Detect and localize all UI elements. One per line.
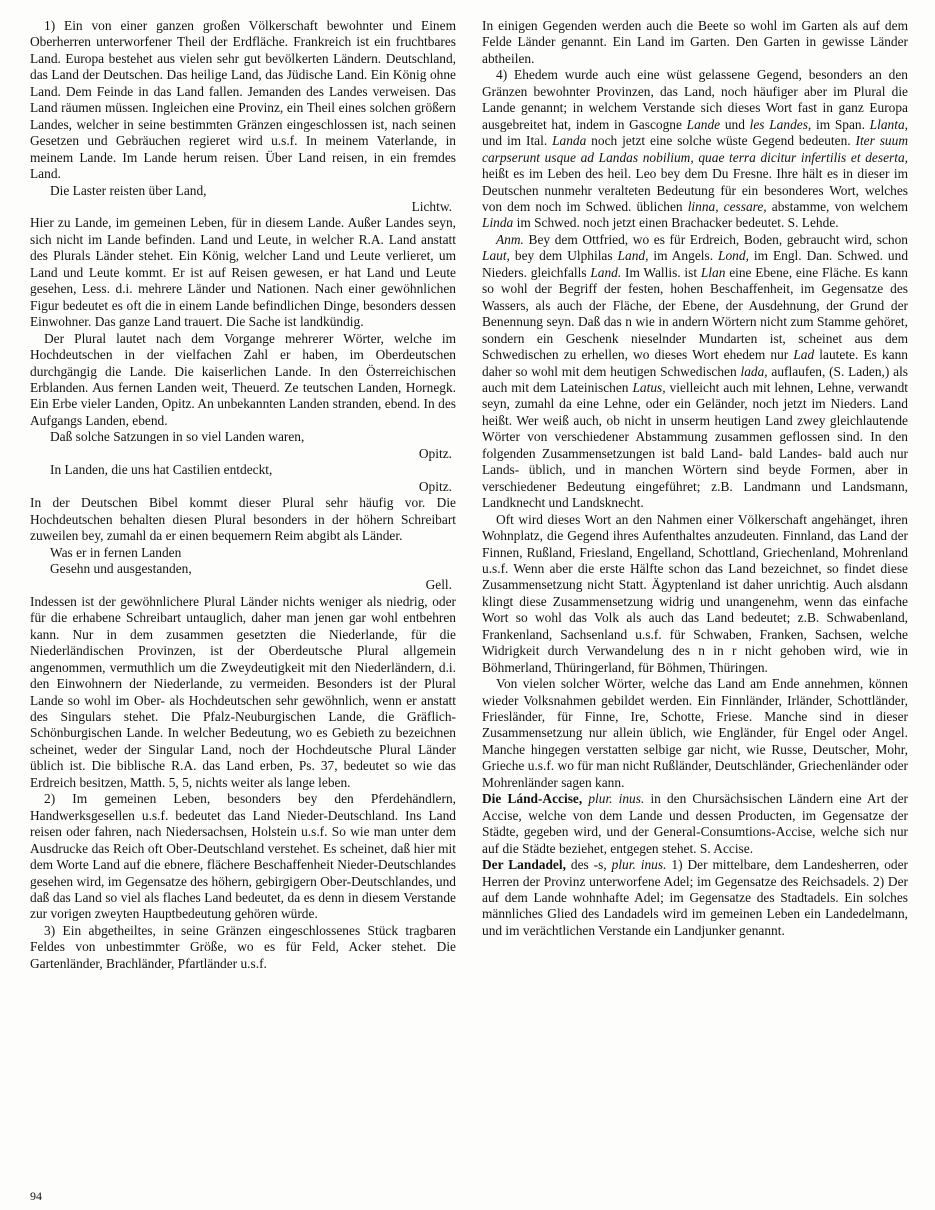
italic-text: lada, (740, 363, 768, 379)
body-text: In einigen Gegenden werden auch die Beete so wohl im Garten als auf dem Felde Länder genannt. Ein Land im Garten. Den Garten in gewisse Länder abtheilen. (482, 18, 908, 66)
paragraph (482, 857, 908, 939)
italic-text: Lande (686, 116, 721, 132)
paragraph (482, 676, 908, 791)
body-text: und (720, 116, 750, 132)
verse-line (30, 545, 456, 561)
body-text: Indessen ist der gewöhnlichere Plural Länder nichts weniger als niedrig, oder für die erhabene Schreibart untauglich, daher man jenen gar wohl entbehren kann. Nur in dem zusammen gesetzten die Niederlande, für die Niederländischen Provinzen, ist der Oberdeutsche Plural allgemein angenommen, vermuthlich um die Zweydeutigkeit mit den Niederländern, d.i. den Einwohnern der Niederlande, zu vermeiden. Besonders ist der Plural Lande so wohl im Ober- als Hochdeutschen sehr gewöhnlich, wenn er anstatt des Singulars stehet. Die Pfalz-Neuburgischen Lande, die Gräflich-Schönburgischen Lande. In welcher Bedeutung, wo es Gebieth zu bezeichnen scheinet, weder der Singular Land, noch der Hochdeutsche Plural Länder üblich ist. Die biblische R.A. das Land erben, Ps. 37, bedeutet so wie das Erdreich besitzen, Matth. 5, 5, nichts weiter als lange leben. (30, 593, 456, 790)
body-text: Die Laster reisten über Land, (50, 182, 207, 198)
verse-line (30, 429, 456, 445)
body-text: 2) Im gemeinen Leben, besonders bey den Pferdehändlern, Handwerksgesellen u.s.f. bedeutet das Land Nieder-Deutschland. Ins Land reisen oder fahren, nach Niedersachsen, Holstein u.s.f. So wie man unter dem Ausdrucke das Reich oft Ober-Deutschland verstehet. Es scheinet, daß hier mit dem Worte Land auf die ebnere, flächere Beschaffenheit Nieder-Deutschlandes gesehen wird, im Gegensatze des höhern, gebirgigern Ober-Deutschlandes, und daß das Land so viel als flaches Land bedeutet, da es denn in diesem Verstande zur vorigen zweyten Hauptbedeutung gehören würde. (30, 791, 456, 922)
paragraph (30, 495, 456, 544)
body-text: In der Deutschen Bibel kommt dieser Plural sehr häufig vor. Die Hochdeutschen behalten diesen Plural besonders in der höhern Schreibart zuweilen bey, zumahl da er einen bequemern Reim abgibt als Länder. (30, 495, 456, 544)
attribution-line (30, 577, 456, 593)
page-number: 94 (30, 1189, 42, 1203)
italic-text: Lond, (718, 248, 749, 264)
italic-text: Landa (552, 133, 587, 149)
body-text: auflaufen, (S. Laden,) als auch mit dem Lateinischen (482, 363, 909, 395)
body-text: Oft wird dieses Wort an den Nahmen einer Völkerschaft angehänget, ihren Wohnplatz, die Gegend ihres Aufenthaltes anzudeuten. Finnland, das Land der Finnen, Rußland, Friesland, Engelland, Schottland, Griechenland, Mohrenland u.s.f. Wenn aber die erste Hälfte schon das Land bezeichnet, so findet diese Zusammensetzung nicht Statt. Ägyptenland ist daher unrichtig. Auch alsdann klingt diese Zusammensetzung widrig und unangenehm, wenn das einfache Wort so wohl das Volk als auch das Land bedeutet; z.B. Schwabenland, Frankenland, Sachsenland u.s.f. für Schwaben, Franken, Sachsen, welche Widrigkeit durch Verwandelung des n in r nicht gehoben wird, wie in Böhmerland, Thüringerland, für Böhmen, Thüringen. (482, 511, 908, 675)
italic-text: Land. (590, 264, 622, 280)
body-text: im Schwed. noch jetzt einen Brachacker bedeutet. S. Lehde. (513, 215, 839, 231)
body-text: vielleicht auch mit lehnen, Lehne, verwandt seyn, zumahl da eine Lehne, oder ein Geländer, noch jetzt im Nieders. Land heißt. Wer weiß auch, ob nicht in unserm heutigen Land zwey gleichlautende Wörter von verschiedener Abstammung zusammen geflossen sind. In den folgenden Zusammensetzungen ist bald Land- bald Landes- bald auch nur Lands- üblich, und in manchen Wörtern sind beyde Formen, aber in verschiedener Bedeutung eingeführet; z.B. Landmann und Landsmann, Landknecht und Landsknecht. (482, 379, 908, 511)
italic-text: plur. inus. (611, 857, 667, 873)
body-text: und im Ital. (482, 133, 553, 149)
paragraph (482, 512, 908, 677)
paragraph (30, 791, 456, 923)
italic-text: Iter suum carpserunt usque ad Landas nobilium, quae terra dicitur infertilis et deserta, (482, 133, 908, 165)
right-column (482, 18, 908, 972)
italic-text: Llanta, (869, 116, 908, 132)
body-text: Im Wallis. ist (621, 264, 701, 280)
italic-text: linna, cessare, (687, 198, 767, 214)
body-text: Hier zu Lande, im gemeinen Leben, für in diesem Lande. Außer Landes seyn, sich nicht im Lande befinden. Land und Leute, in welcher R.A. Land anstatt des Plurals Länder stehet. Ein König, welcher Land und Leute verlieret, um Land und Leute kommt. Er ist auf Reisen gewesen, er hat Land und Leute gesehen, Less. d.i. mehrere Länder und Nationen. Nach einer gewöhnlichen Figur bedeutet es oft die in einem Lande befindlichen Dinge, besonders dessen Einwohner. Das ganze Land trauert. Die Sache ist landkündig. (30, 215, 456, 330)
paragraph (482, 67, 908, 232)
paragraph (30, 331, 456, 430)
body-text: 1) Ein von einer ganzen großen Völkerschaft bewohnter und Einem Oberherren unterworfener Theil der Erdfläche. Frankreich ist ein fruchtbares Land. Europa bestehet aus vielen sehr gut bevölkerten Ländern. Deutschland, das Land der Deutschen. Das heilige Land, das Jüdische Land. Ein König ohne Land. Dem Feinde in das Land fallen. Jemanden des Landes verweisen. Das Land räumen müssen. Ingleichen eine Provinz, ein Theil eines solchen größern Landes, welcher in seine bestimmten Gränzen eingeschlossen ist, nach seinen Gesetzen und Gebräuchen regieret wird u.s.f. In meinem Vaterlande, in meinem Lande. Im Lande herum reisen. Über Land reisen, in ein fremdes Land. (30, 18, 456, 182)
body-text: 3) Ein abgetheiltes, in seine Gränzen eingeschlossenes Stück tragbaren Feldes von unbestimmter Größe, wo es für Feld, Acker stehet. Die Gartenländer, Brachländer, Pfartländer u.s.f. (30, 922, 456, 971)
italic-text: Land, (617, 248, 649, 264)
paragraph (482, 232, 908, 512)
paragraph (30, 18, 456, 183)
body-text: bey dem Ulphilas (509, 248, 618, 264)
italic-text: Lad (793, 347, 815, 363)
verse-line (30, 561, 456, 577)
body-text: Bey dem Ottfried, wo es für Erdreich, Boden, gebraucht wird, schon (523, 231, 908, 247)
body-text: Opitz. (418, 478, 452, 494)
italic-text: Llan (700, 264, 726, 280)
entry-headword: Die Lánd-Accise, (482, 791, 583, 807)
paragraph (482, 18, 908, 67)
paragraph (482, 791, 908, 857)
body-text: eine Ebene, eine Fläche. Es kann so wohl der Begriff der festen, hohen Beschaffenheit, im Gegensatze des Wassers, als auch der Fläche, der Ebene, der Ausdehnung, der Grund der Benennung seyn. Daß das n wie in andern Wörtern nicht zum Stamme gehöret, sondern ein Geschenk nieselnder Mundarten ist, scheinet aus dem Schwedischen zu erhellen, wo dieses Wort ehedem nur (482, 264, 908, 363)
body-text: in den Chursächsischen Ländern eine Art der Accise, welche von dem Lande und dessen Producten, im Gegensatze der Städte, gegeben wird, und der General-Consumtions-Accise, welche sich nur auf die Städte beziehet, entgegen stehet. S. Accise. (482, 791, 908, 856)
body-text: Opitz. (418, 445, 452, 461)
body-text: Der Plural lautet nach dem Vorgange mehrerer Wörter, welche im Hochdeutschen in der vielfachen Zahl er haben, im Oberdeutschen durchgängig die Lande. Die kaiserlichen Lande. In den Österreichischen Erblanden. Aus fernen Landen weit, Theuerd. Ze teutschen Landen, Hornegk. Ein Erbe vieler Landen, Opitz. An unbekannten Landen stranden, ebend. In des Aufgangs Landen, ebend. (30, 330, 456, 428)
body-text: In Landen, die uns hat Castilien entdeckt, (50, 462, 273, 478)
italic-text: Linda (482, 215, 514, 231)
italic-text: Latus, (632, 379, 666, 395)
italic-text: plur. inus. (588, 791, 645, 807)
verse-line (30, 183, 456, 199)
paragraph (30, 923, 456, 972)
body-text: 1) Der mittelbare, dem Landesherren, oder Herren der Provinz unterworfene Adel; im Gegensatze des Reichsadels. 2) Der auf dem Lande wohnhafte Adel; im Gegensatze des Stadtadels. Ein solches männliches Glied des Landadels wird im gemeinen Leben ein Landedelmann, und im verächtlichen Verstande ein Landjunker genannt. (482, 857, 908, 938)
body-text: Was er in fernen Landen (50, 544, 182, 560)
body-text: lautete. Es kann daher so wohl mit dem heutigen Schwedischen (482, 347, 908, 379)
attribution-line (30, 199, 456, 215)
verse-line (30, 462, 456, 478)
paragraph (30, 594, 456, 791)
body-text: Daß solche Satzungen in so viel Landen waren, (50, 429, 305, 445)
body-text: im Engl. Dan. Schwed. und Nieders. gleichfalls (482, 248, 909, 280)
italic-text: les Landes, (749, 116, 812, 132)
entry-headword: Der Landadel, (482, 857, 566, 873)
body-text: Lichtw. (411, 198, 452, 214)
body-text: im Span. (811, 116, 870, 132)
body-text: Von vielen solcher Wörter, welche das Land am Ende annehmen, können wieder Volksnahmen gebildet werden. Ein Finnländer, Irländer, Schottländer, Friesländer, für Finne, Ire, Schotte, Friese. Manche sind in dieser Zusammensetzung nur allein üblich, wie Engländer, für Engel oder Angel. Manche hingegen verstatten selbige gar nicht, wie Russe, Deutscher, Mohr, Grieche u.s.f. wo für man nicht Rußländer, Deutschländer, Griechenländer oder Mohrenländer sagen kann. (482, 676, 908, 790)
body-text: noch jetzt eine solche wüste Gegend bedeuten. (586, 133, 856, 149)
attribution-line (30, 446, 456, 462)
body-text: Gesehn und ausgestanden, (50, 560, 192, 576)
body-text: des -s, (565, 857, 612, 873)
body-text: 4) Ehedem wurde auch eine wüst gelassene Gegend, besonders an den Gränzen bewohnter Provinzen, das Land, noch häufiger aber im Plural die Lande genannt; in welchem Verstande sich dieses Wort fast in ganz Europa ausgebreitet hat, indem in Gascogne (482, 67, 908, 132)
italic-text: Anm. (496, 231, 524, 247)
body-text: heißt es im Leben des heil. Leo bey dem Du Fresne. Ihre hält es in dieser im Deutschen nunmehr veralteten Bedeutung für ein besonderes Wort, welches von dem noch im Schwed. üblichen (482, 166, 908, 214)
italic-text: Laut, (482, 248, 510, 264)
body-text: abstamme, von welchem (766, 198, 908, 214)
attribution-line (30, 479, 456, 495)
paragraph (30, 215, 456, 330)
left-column (30, 18, 456, 972)
body-text: im Angels. (648, 248, 719, 264)
body-text: Gell. (425, 577, 452, 593)
